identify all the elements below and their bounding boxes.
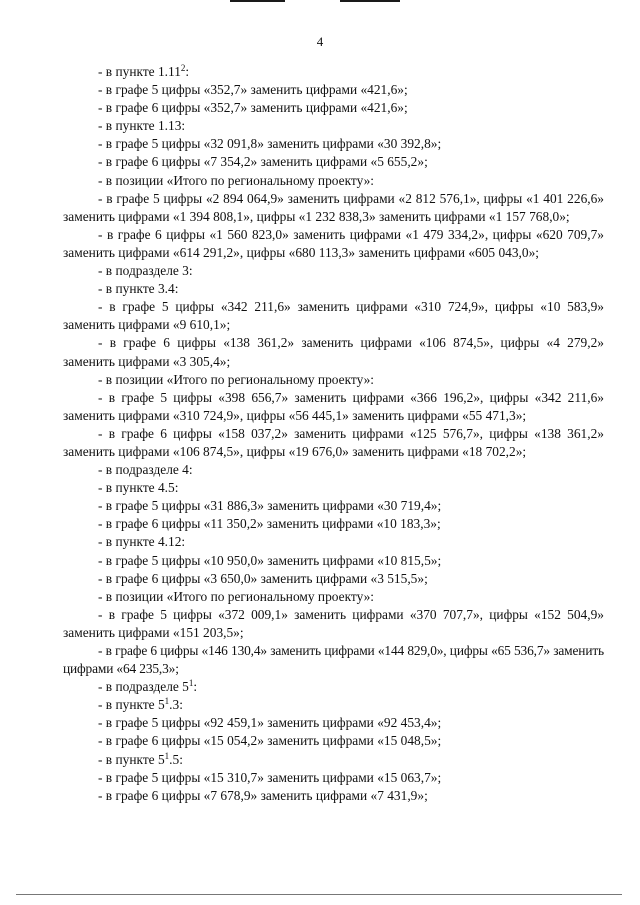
list-item: - в графе 5 цифры «92 459,1» заменить цифрами «92 453,4»;	[98, 715, 442, 731]
list-item: - в графе 6 цифры «7 354,2» заменить цифрами «5 655,2»;	[98, 154, 428, 170]
item-point-5-1-5	[63, 751, 604, 769]
list-item: - в графе 6 цифры «3 650,0» заменить цифрами «3 515,5»;	[98, 570, 428, 586]
list-item: - в пункте 1.13:	[98, 118, 186, 134]
superscript: 1	[164, 750, 170, 761]
list-item: - в позиции «Итого по региональному проекту»:	[98, 588, 375, 604]
list-item: - в графе 5 цифры «32 091,8» заменить цифрами «30 392,8»;	[98, 136, 442, 152]
item-text: :	[185, 64, 190, 79]
item-text: .3:	[169, 697, 183, 713]
list-item: - в пункте 4.12:	[98, 534, 186, 550]
list-item: - в графе 6 цифры «15 054,2» заменить цифрами «15 048,5»;	[98, 733, 442, 749]
list-item: - в графе 5 цифры «2 894 064,9» заменить цифрами «2 812 576,1», цифры «1 401 226,6» заменить цифрами «1 394 808,1», цифры «1 232 838,3» заменить цифрами «1 157 768,0»;	[63, 190, 604, 224]
bottom-edge-line	[16, 894, 622, 895]
item-text: .5:	[169, 751, 183, 767]
superscript: 2	[180, 63, 186, 73]
item-text: - в пункте 5	[98, 697, 165, 713]
list-item: - в подразделе 4:	[98, 462, 193, 478]
list-item: - в позиции «Итого по региональному проекту»:	[98, 371, 375, 387]
list-item: - в графе 6 цифры «11 350,2» заменить цифрами «10 183,3»;	[98, 516, 441, 532]
list-item: - в графе 6 цифры «352,7» заменить цифрами «421,6»;	[98, 100, 408, 116]
list-item: - в графе 5 цифры «10 950,0» заменить цифрами «10 815,5»;	[98, 552, 442, 568]
list-item: - в пункте 3.4:	[98, 281, 179, 297]
list-item: - в графе 6 цифры «7 678,9» заменить цифрами «7 431,9»;	[98, 787, 428, 803]
item-subsection-5-1	[63, 678, 604, 696]
list-item: - в графе 5 цифры «372 009,1» заменить цифрами «370 707,7», цифры «152 504,9» заменить цифрами «151 203,5»;	[63, 606, 604, 640]
list-item: - в графе 6 цифры «146 130,4» заменить цифрами «144 829,0», цифры «65 536,7» заменить цифрами «64 235,3»;	[63, 643, 604, 677]
item-point-5-1-3	[63, 696, 604, 714]
page-number: 4	[316, 34, 324, 49]
list-item: - в графе 6 цифры «1 560 823,0» заменить цифрами «1 479 334,2», цифры «620 709,7» заменить цифрами «614 291,2», цифры «680 113,3» заменить цифрами «605 043,0»;	[63, 226, 604, 260]
list-item: - в графе 6 цифры «138 361,2» заменить цифрами «106 874,5», цифры «4 279,2» заменить цифрами «3 305,4»;	[63, 335, 604, 369]
list-item: - в графе 5 цифры «352,7» заменить цифрами «421,6»;	[98, 82, 408, 98]
list-item: - в графе 5 цифры «15 310,7» заменить цифрами «15 063,7»;	[98, 769, 442, 785]
item-text: - в подразделе 5	[98, 679, 189, 695]
list-item: - в графе 6 цифры «158 037,2» заменить цифрами «125 576,7», цифры «138 361,2» заменить цифрами «106 874,5», цифры «19 676,0» заменить цифрами «18 702,2»;	[63, 425, 604, 459]
list-item: - в графе 5 цифры «398 656,7» заменить цифрами «366 196,2», цифры «342 211,6» заменить цифрами «310 724,9», цифры «56 445,1» заменить цифрами «55 471,3»;	[63, 389, 604, 423]
superscript: 1	[164, 696, 170, 707]
list-item: - в графе 5 цифры «342 211,6» заменить цифрами «310 724,9», цифры «10 583,9» заменить цифрами «9 610,1»;	[63, 299, 604, 333]
superscript: 1	[188, 678, 194, 689]
list-item: - в позиции «Итого по региональному проекту»:	[98, 172, 375, 188]
document-body	[63, 63, 604, 805]
item-text: :	[193, 679, 198, 695]
list-item: - в пункте 4.5:	[98, 480, 179, 496]
top-edge-mark-left	[230, 0, 285, 2]
item-text: - в пункте 5	[98, 751, 165, 767]
list-item: - в графе 5 цифры «31 886,3» заменить цифрами «30 719,4»;	[98, 498, 442, 514]
item-text: - в пункте 1.11	[98, 64, 181, 79]
list-item: - в подразделе 3:	[98, 263, 193, 279]
item-point-1-11-2	[63, 63, 604, 81]
top-edge-mark-right	[340, 0, 400, 2]
